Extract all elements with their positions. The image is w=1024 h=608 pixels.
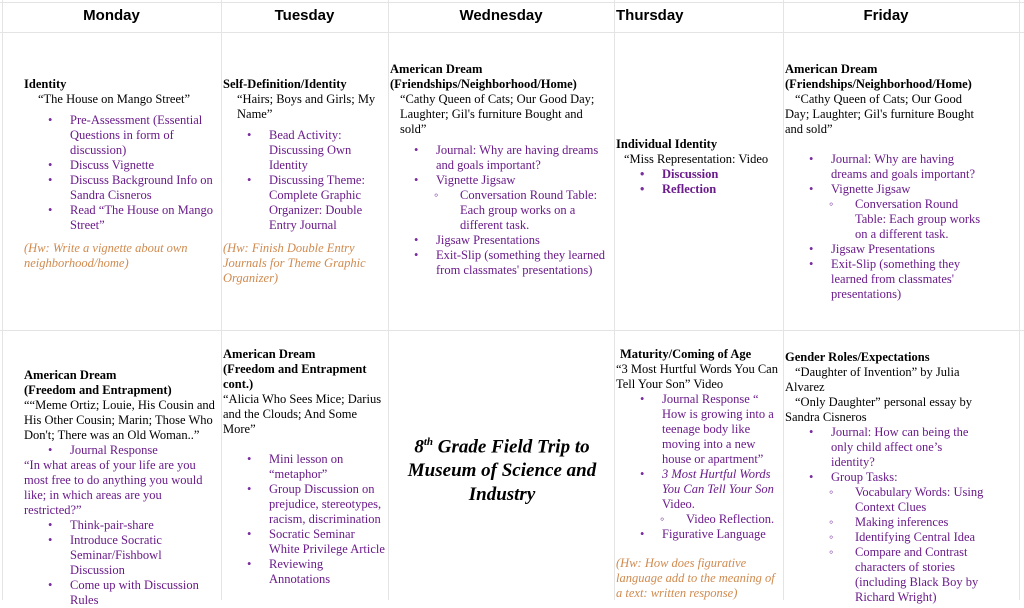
list-subitem: ◦ Identifying Central Idea bbox=[811, 530, 987, 545]
field-trip-line3: Industry bbox=[468, 484, 536, 506]
lesson-text: ““Meme Ortiz; Louie, His Cousin and His Other Cousin; Marin; Those Who Don't; There was an Old Woman..” bbox=[24, 398, 215, 442]
list-item: • Journal: How can being the only child affect one’s identity? bbox=[785, 425, 987, 470]
list-item bbox=[616, 467, 780, 512]
lesson-title: Identity bbox=[24, 77, 67, 91]
lesson-title: Maturity/Coming of Age bbox=[620, 347, 752, 361]
list-item: • Come up with Discussion Rules bbox=[24, 578, 218, 608]
field-trip-line1: Grade Field Trip to bbox=[433, 436, 590, 458]
lesson-text: “3 Most Hurtful Words You Can Tell Your Son” Video bbox=[616, 362, 778, 391]
list-item: • Discussing Theme: Complete Graphic Organizer: Double Entry Journal bbox=[223, 173, 385, 233]
lesson-subtitle: (Freedom and Entrapment cont.) bbox=[223, 362, 367, 391]
list-item: • Reflection bbox=[616, 182, 780, 197]
cell-monday-row1 bbox=[22, 77, 220, 271]
lesson-subtitle: (Friendships/Neighborhood/Home) bbox=[785, 77, 972, 91]
lesson-text: “Hairs; Boys and Girls; My Name” bbox=[237, 92, 376, 121]
list-item: • Jigsaw Presentations bbox=[785, 242, 987, 257]
cell-wednesday-row1 bbox=[388, 62, 613, 278]
field-trip-line2: Museum of Science and bbox=[407, 460, 597, 482]
list-item: • Discussion bbox=[616, 167, 780, 182]
list-item: • Exit-Slip (something they learned from classmates' presentations) bbox=[785, 257, 987, 302]
cell-thursday-row1 bbox=[614, 137, 782, 197]
homework-note: (Hw: How does figurative language add to the meaning of a text: written response) bbox=[616, 556, 775, 600]
list-item: • Journal: Why are having dreams and goals important? bbox=[785, 152, 987, 182]
list-subitem: ◦ Video Reflection. bbox=[642, 512, 780, 527]
day-header-monday: Monday bbox=[83, 7, 140, 24]
lesson-title: American Dream bbox=[785, 62, 878, 76]
lesson-text: “Daughter of Invention” by Julia Alvarez bbox=[785, 365, 960, 394]
list-subitem: ◦ Conversation Round Table: Each group works on a different task. bbox=[416, 188, 611, 233]
list-item: • Discuss Vignette bbox=[24, 158, 218, 173]
list-subitem: ◦ Making inferences bbox=[811, 515, 987, 530]
list-item: • Read “The House on Mango Street” bbox=[24, 203, 218, 233]
list-item: • Bead Activity: Discussing Own Identity bbox=[223, 128, 385, 173]
video-suffix: Video. bbox=[662, 497, 695, 511]
cell-monday-row2 bbox=[22, 368, 220, 608]
lesson-title: Individual Identity bbox=[616, 137, 718, 151]
list-item: • Exit-Slip (something they learned from classmates' presentations) bbox=[390, 248, 611, 278]
list-item: • Group Tasks: bbox=[785, 470, 987, 485]
day-header-friday: Friday bbox=[863, 7, 909, 24]
lesson-title: American Dream bbox=[223, 347, 316, 361]
list-item: • Figurative Language bbox=[616, 527, 780, 542]
list-item: • Vignette Jigsaw bbox=[785, 182, 987, 197]
field-trip-number: 8 bbox=[414, 436, 424, 458]
list-subitem: ◦ Vocabulary Words: Using Context Clues bbox=[811, 485, 987, 515]
lesson-text: “Cathy Queen of Cats; Our Good Day; Laughter; Gil's furniture Bought and sold” bbox=[785, 92, 975, 136]
list-item: • Mini lesson on “metaphor” bbox=[223, 452, 385, 482]
day-header-wednesday: Wednesday bbox=[459, 7, 543, 24]
list-item: • Journal Response bbox=[24, 443, 218, 458]
list-item: • Discuss Background Info on Sandra Cisneros bbox=[24, 173, 218, 203]
video-title: 3 Most Hurtful Words You Can Tell Your Son bbox=[662, 467, 774, 496]
lesson-subtitle: (Freedom and Entrapment) bbox=[24, 383, 172, 397]
cell-friday-row2 bbox=[783, 350, 989, 605]
day-header-tuesday: Tuesday bbox=[274, 7, 335, 24]
cell-tuesday-row2 bbox=[221, 347, 387, 587]
field-trip-ordinal: th bbox=[423, 436, 434, 448]
list-item: • Socratic Seminar White Privilege Article bbox=[223, 527, 385, 557]
cell-tuesday-row1 bbox=[221, 77, 387, 286]
cell-friday-row1 bbox=[783, 62, 989, 302]
list-item: • Journal Response “ How is growing into a teenage body like moving into a new house or apartment” bbox=[616, 392, 780, 467]
list-item: • Group Discussion on prejudice, stereotypes, racism, discrimination bbox=[223, 482, 385, 527]
list-item: • Introduce Socratic Seminar/Fishbowl Discussion bbox=[24, 533, 218, 578]
homework-note: (Hw: Finish Double Entry Journals for Theme Graphic Organizer) bbox=[223, 241, 366, 285]
lesson-text: “Cathy Queen of Cats; Our Good Day; Laughter; Gil's furniture Bought and sold” bbox=[400, 92, 595, 136]
journal-quote: “In what areas of your life are you most free to do anything you would like; in which areas are you restricted?” bbox=[24, 458, 203, 517]
lesson-title: Self-Definition/Identity bbox=[223, 77, 347, 91]
cell-thursday-row2 bbox=[614, 347, 782, 601]
lesson-text: “The House on Mango Street” bbox=[38, 92, 191, 106]
field-trip-notice bbox=[392, 430, 612, 507]
list-item: • Pre-Assessment (Essential Questions in form of discussion) bbox=[24, 113, 218, 158]
homework-note: (Hw: Write a vignette about own neighborhood/home) bbox=[24, 241, 188, 270]
list-subitem: ◦ Compare and Contrast characters of stories (including Black Boy by Richard Wright) bbox=[811, 545, 987, 605]
lesson-title: American Dream bbox=[390, 62, 483, 76]
day-header-thursday: Thursday bbox=[616, 7, 684, 24]
lesson-text: “Miss Representation: Video bbox=[624, 152, 769, 166]
lesson-title: Gender Roles/Expectations bbox=[785, 350, 930, 364]
lesson-text: “Alicia Who Sees Mice; Darius and the Clouds; And Some More” bbox=[223, 392, 382, 436]
list-item: • Vignette Jigsaw bbox=[390, 173, 611, 188]
lesson-subtitle: (Friendships/Neighborhood/Home) bbox=[390, 77, 577, 91]
list-subitem: ◦ Conversation Round Table: Each group works on a different task. bbox=[811, 197, 987, 242]
list-item: • Journal: Why are having dreams and goals important? bbox=[390, 143, 611, 173]
list-item: • Think-pair-share bbox=[24, 518, 218, 533]
list-item: • Jigsaw Presentations bbox=[390, 233, 611, 248]
list-item: • Reviewing Annotations bbox=[223, 557, 385, 587]
lesson-text: “Only Daughter” personal essay by Sandra Cisneros bbox=[785, 395, 973, 424]
lesson-title: American Dream bbox=[24, 368, 117, 382]
